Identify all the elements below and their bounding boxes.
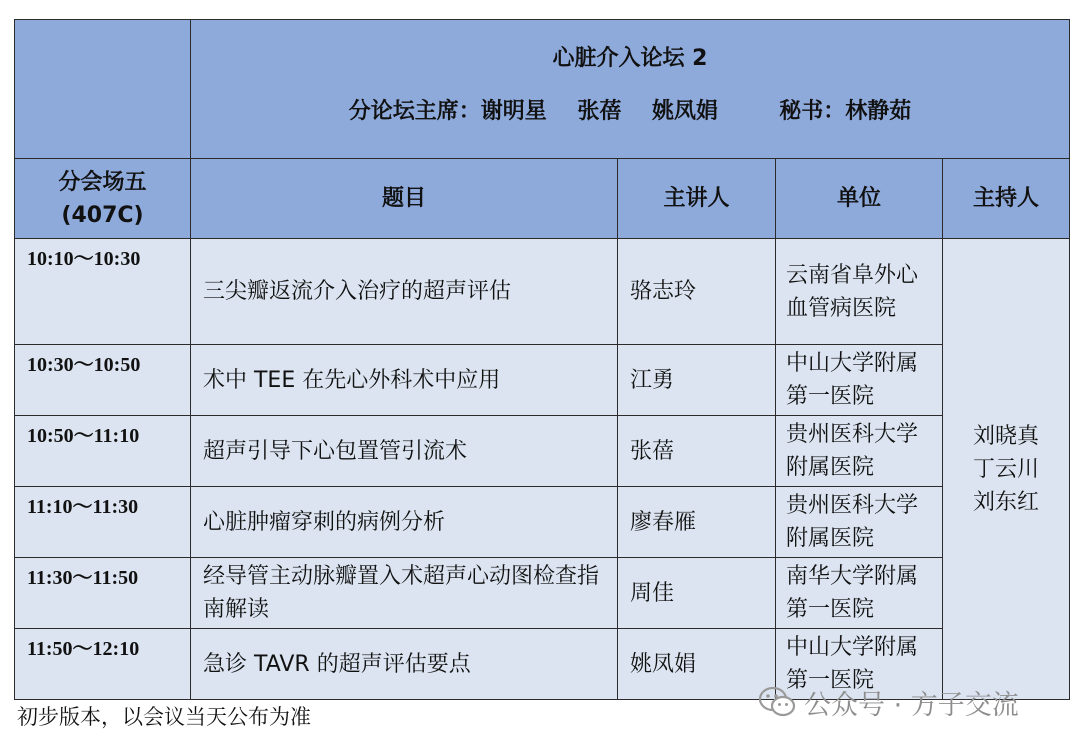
host-name: 丁云川 [972, 456, 1039, 482]
wechat-icon [758, 685, 796, 719]
host-name: 刘东红 [972, 489, 1039, 515]
session-time: 10:10～10:30 [15, 239, 191, 345]
venue-name: 分会场五 [58, 169, 147, 195]
session-unit: 中山大学附属第一医院 [776, 345, 943, 416]
session-topic: 超声引导下心包置管引流术 [191, 416, 618, 487]
session-unit: 南华大学附属第一医院 [776, 558, 943, 629]
session-speaker: 姚凤娟 [618, 629, 776, 700]
host-name: 刘晓真 [972, 423, 1039, 449]
session-topic: 术中 TEE 在先心外科术中应用 [191, 345, 618, 416]
forum-title-cell [191, 20, 1070, 159]
corner-cell [15, 20, 191, 159]
header-host: 主持人 [943, 159, 1070, 239]
host-cell [943, 239, 1070, 700]
session-speaker: 江勇 [618, 345, 776, 416]
session-speaker: 骆志玲 [618, 239, 776, 345]
session-time: 10:30～10:50 [15, 345, 191, 416]
session-speaker: 张蓓 [618, 416, 776, 487]
venue-cell [15, 159, 191, 239]
session-time: 10:50～11:10 [15, 416, 191, 487]
table-row [15, 416, 1070, 487]
table-row [15, 487, 1070, 558]
schedule-table [14, 19, 1070, 700]
header-speaker: 主讲人 [618, 159, 776, 239]
session-time: 11:30～11:50 [15, 558, 191, 629]
session-time: 11:50～12:10 [15, 629, 191, 700]
watermark-text: 公众号 · 方子交流 [804, 689, 1019, 721]
session-topic: 急诊 TAVR 的超声评估要点 [191, 629, 618, 700]
footnote: 初步版本，以会议当天公布为准 [17, 705, 311, 729]
session-unit: 贵州医科大学附属医院 [776, 487, 943, 558]
venue-room: (407C) [61, 202, 144, 228]
session-topic: 经导管主动脉瓣置入术超声心动图检查指南解读 [191, 558, 618, 629]
table-row [15, 239, 1070, 345]
session-topic: 心脏肿瘤穿刺的病例分析 [191, 487, 618, 558]
table-row [15, 558, 1070, 629]
forum-title: 心脏介入论坛 2 [552, 46, 708, 71]
header-topic: 题目 [191, 159, 618, 239]
session-unit: 贵州医科大学附属医院 [776, 416, 943, 487]
session-speaker: 廖春雁 [618, 487, 776, 558]
watermark [758, 682, 1019, 722]
header-unit: 单位 [776, 159, 943, 239]
session-time: 11:10～11:30 [15, 487, 191, 558]
forum-chairs: 分论坛主席：谢明星 张蓓 姚凤娟 秘书：林静茹 [348, 99, 912, 124]
session-unit: 中山大学附属第一医院 [776, 629, 943, 700]
session-speaker: 周佳 [618, 558, 776, 629]
session-unit: 云南省阜外心血管病医院 [776, 239, 943, 345]
table-row [15, 345, 1070, 416]
session-topic: 三尖瓣返流介入治疗的超声评估 [191, 239, 618, 345]
